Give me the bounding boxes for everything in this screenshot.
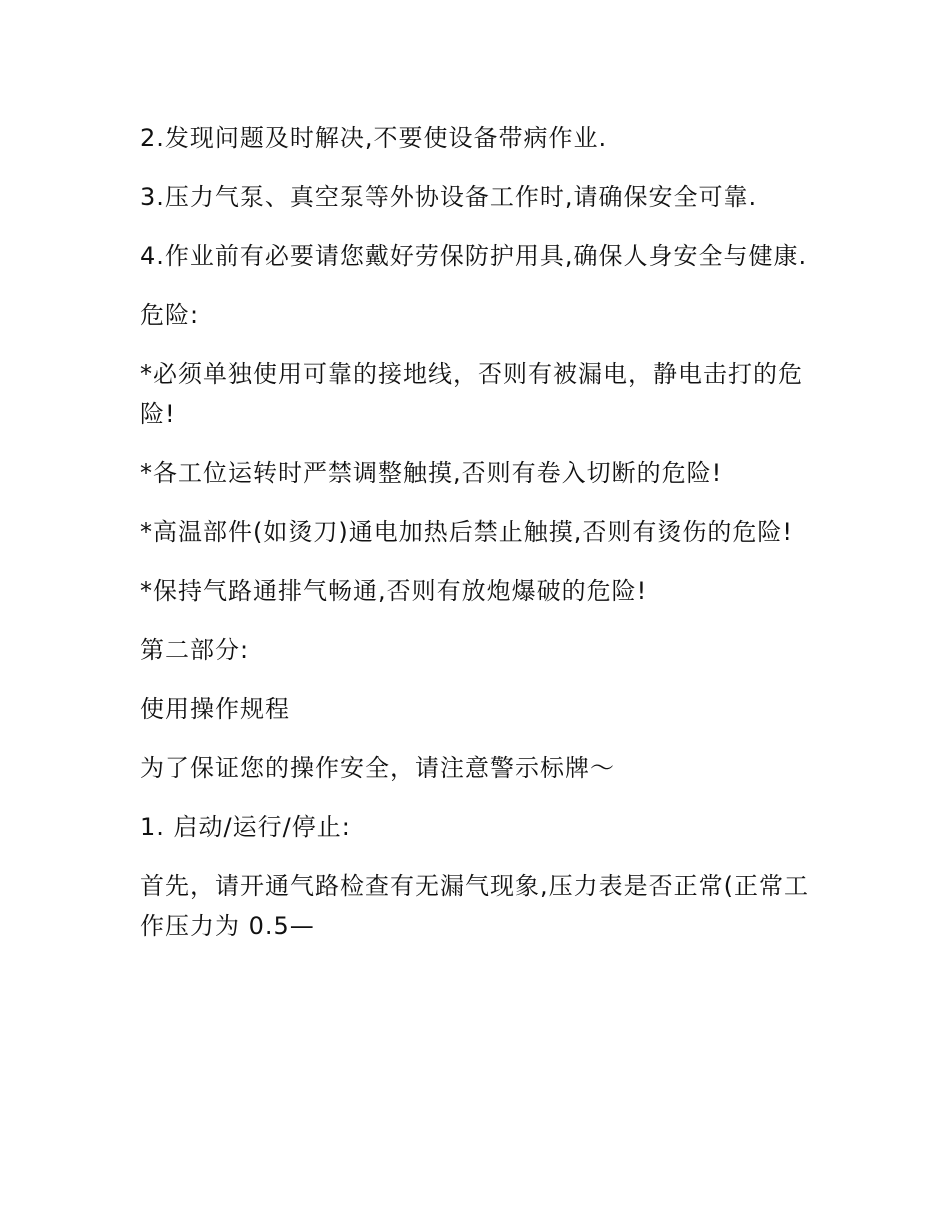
danger-item-air-path: *保持气路通排气畅通,否则有放炮爆破的危险!: [140, 577, 648, 605]
danger-item-high-temp: *高温部件(如烫刀)通电加热后禁止触摸,否则有烫伤的危险!: [140, 518, 793, 546]
step-paragraph-first: 首先，请开通气路检查有无漏气现象,压力表是否正常(正常工作压力为 0.5—: [140, 872, 809, 940]
document-body: [140, 118, 820, 965]
danger-item-stations: *各工位运转时严禁调整触摸,否则有卷入切断的危险!: [140, 459, 723, 487]
danger-heading: 危险:: [140, 301, 200, 329]
paragraph-item-3: 3.压力气泵、真空泵等外协设备工作时,请确保安全可靠.: [140, 183, 758, 211]
paragraph-item-4: 4.作业前有必要请您戴好劳保防护用具,确保人身安全与健康.: [140, 242, 808, 270]
paragraph-item-2: 2.发现问题及时解决,不要使设备带病作业.: [140, 124, 608, 152]
section-heading-part-two: 第二部分:: [140, 636, 250, 664]
danger-item-grounding: *必须单独使用可靠的接地线，否则有被漏电，静电击打的危险!: [140, 360, 803, 428]
section-title-operating-procedure: 使用操作规程: [140, 695, 290, 723]
safety-notice: 为了保证您的操作安全，请注意警示标牌～: [140, 754, 615, 782]
step-heading-start-run-stop: 1. 启动/运行/停止:: [140, 813, 351, 841]
